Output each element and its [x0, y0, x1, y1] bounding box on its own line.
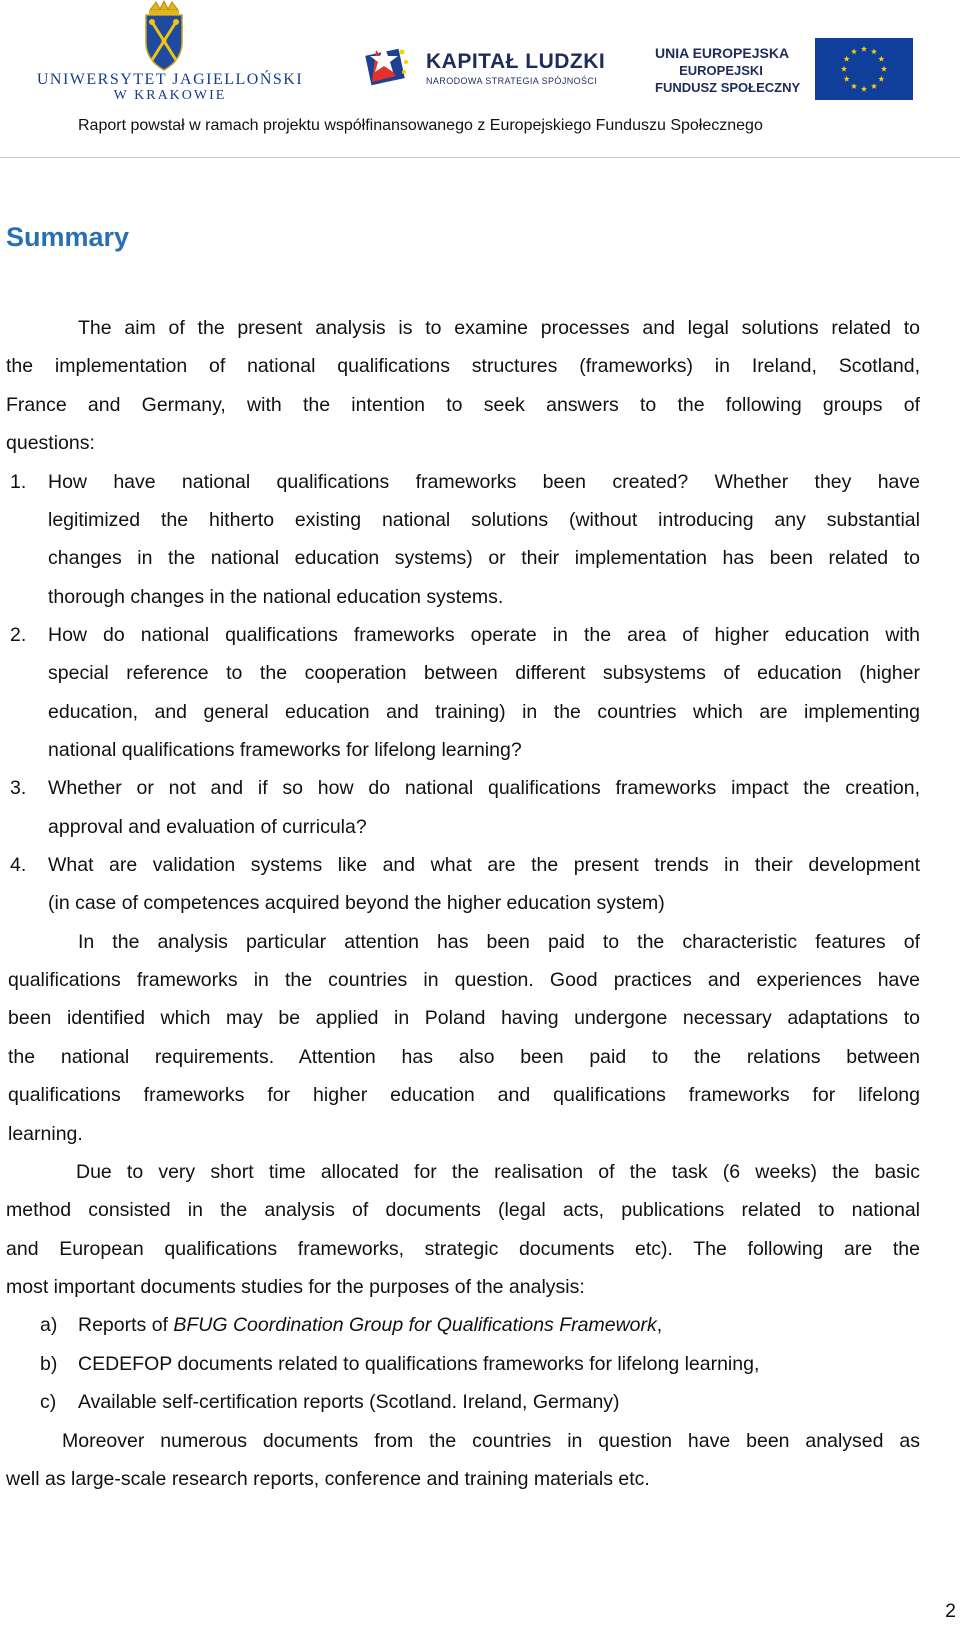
paragraph-line: been identified which may be applied in Poland having undergone necessary adaptations to — [8, 1007, 920, 1029]
paragraph-line: the national requirements. Attention has also been paid to the relations between — [8, 1046, 920, 1068]
question-line: special reference to the cooperation between different subsystems of education (higher — [48, 662, 920, 684]
question-line: legitimized the hitherto existing national solutions (without introducing any substantial — [48, 509, 920, 531]
list-item: Available self-certification reports (Scotland. Ireland, Germany) — [78, 1391, 620, 1413]
paragraph-line: most important documents studies for the purposes of the analysis: — [6, 1276, 585, 1298]
eu-logo — [653, 20, 943, 100]
paragraph-line: and European qualifications frameworks, strategic documents etc). The following are the — [6, 1238, 920, 1260]
university-city: W KRAKOWIE — [113, 88, 227, 103]
page-number: 2 — [945, 1600, 956, 1622]
project-funding-note: Raport powstał w ramach projektu współfinansowanego z Europejskiego Funduszu Społecznego — [78, 117, 763, 134]
paragraph-line: Due to very short time allocated for the realisation of the task (6 weeks) the basic — [76, 1161, 920, 1183]
intro-line: The aim of the present analysis is to examine processes and legal solutions related to — [78, 317, 920, 339]
list-item: CEDEFOP documents related to qualifications frameworks for lifelong learning, — [78, 1353, 760, 1375]
question-number: 4. — [10, 854, 27, 876]
eu-line-1: UNIA EUROPEJSKA — [655, 45, 790, 61]
kapital-ludzki-star-icon — [362, 42, 412, 92]
question-line: Whether or not and if so how do national qualifications frameworks impact the creation, — [48, 777, 920, 799]
question-line: education, and general education and training) in the countries which are implementing — [48, 701, 920, 723]
eu-flag-icon — [815, 38, 913, 100]
question-line: (in case of competences acquired beyond the higher education system) — [48, 892, 665, 914]
question-number: 1. — [10, 471, 27, 493]
list-marker: c) — [40, 1391, 57, 1413]
eu-text-block — [655, 44, 801, 96]
question-line: thorough changes in the national education systems. — [48, 586, 504, 608]
paragraph-line: method consisted in the analysis of documents (legal acts, publications related to national — [6, 1199, 920, 1221]
question-number: 2. — [10, 624, 27, 646]
list-item: Reports of BFUG Coordination Group for Qualifications Framework, — [78, 1314, 663, 1336]
paragraph-line: In the analysis particular attention has been paid to the characteristic features of — [78, 931, 920, 953]
list-marker: a) — [40, 1314, 58, 1336]
header-divider — [0, 157, 960, 158]
intro-line: questions: — [6, 432, 95, 454]
eu-line-3: FUNDUSZ SPOŁECZNY — [655, 80, 801, 95]
list-marker: b) — [40, 1353, 58, 1375]
question-line: How do national qualifications frameworks operate in the area of higher education with — [48, 624, 920, 646]
intro-line: the implementation of national qualifications structures (frameworks) in Ireland, Scotland, — [6, 355, 920, 377]
kapital-ludzki-subtitle: NARODOWA STRATEGIA SPÓJNOŚCI — [426, 76, 598, 86]
paragraph-line: well as large-scale research reports, conference and training materials etc. — [6, 1468, 650, 1490]
kapital-ludzki-title: KAPITAŁ LUDZKI — [426, 50, 606, 73]
question-line: What are validation systems like and what are the present trends in their development — [48, 854, 920, 876]
question-number: 3. — [10, 777, 27, 799]
university-crest-icon — [122, 0, 206, 78]
university-name: UNIWERSYTET JAGIELLOŃSKI — [36, 71, 304, 88]
question-line: How have national qualifications frameworks been created? Whether they have — [48, 471, 920, 493]
paragraph-line: qualifications frameworks in the countries in question. Good practices and experiences have — [8, 969, 920, 991]
intro-line: France and Germany, with the intention to seek answers to the following groups of — [6, 394, 920, 416]
paragraph-line: qualifications frameworks for higher education and qualifications frameworks for lifelong — [8, 1084, 920, 1106]
paragraph-line: learning. — [8, 1123, 83, 1145]
question-line: national qualifications frameworks for lifelong learning? — [48, 739, 522, 761]
question-line: changes in the national education systems) or their implementation has been related to — [48, 547, 920, 569]
paragraph-line: Moreover numerous documents from the countries in question have been analysed as — [62, 1430, 920, 1452]
question-line: approval and evaluation of curricula? — [48, 816, 367, 838]
university-logo — [20, 0, 304, 110]
eu-line-2: EUROPEJSKI — [679, 63, 763, 78]
section-heading: Summary — [6, 222, 130, 252]
kapital-ludzki-logo — [362, 38, 612, 98]
